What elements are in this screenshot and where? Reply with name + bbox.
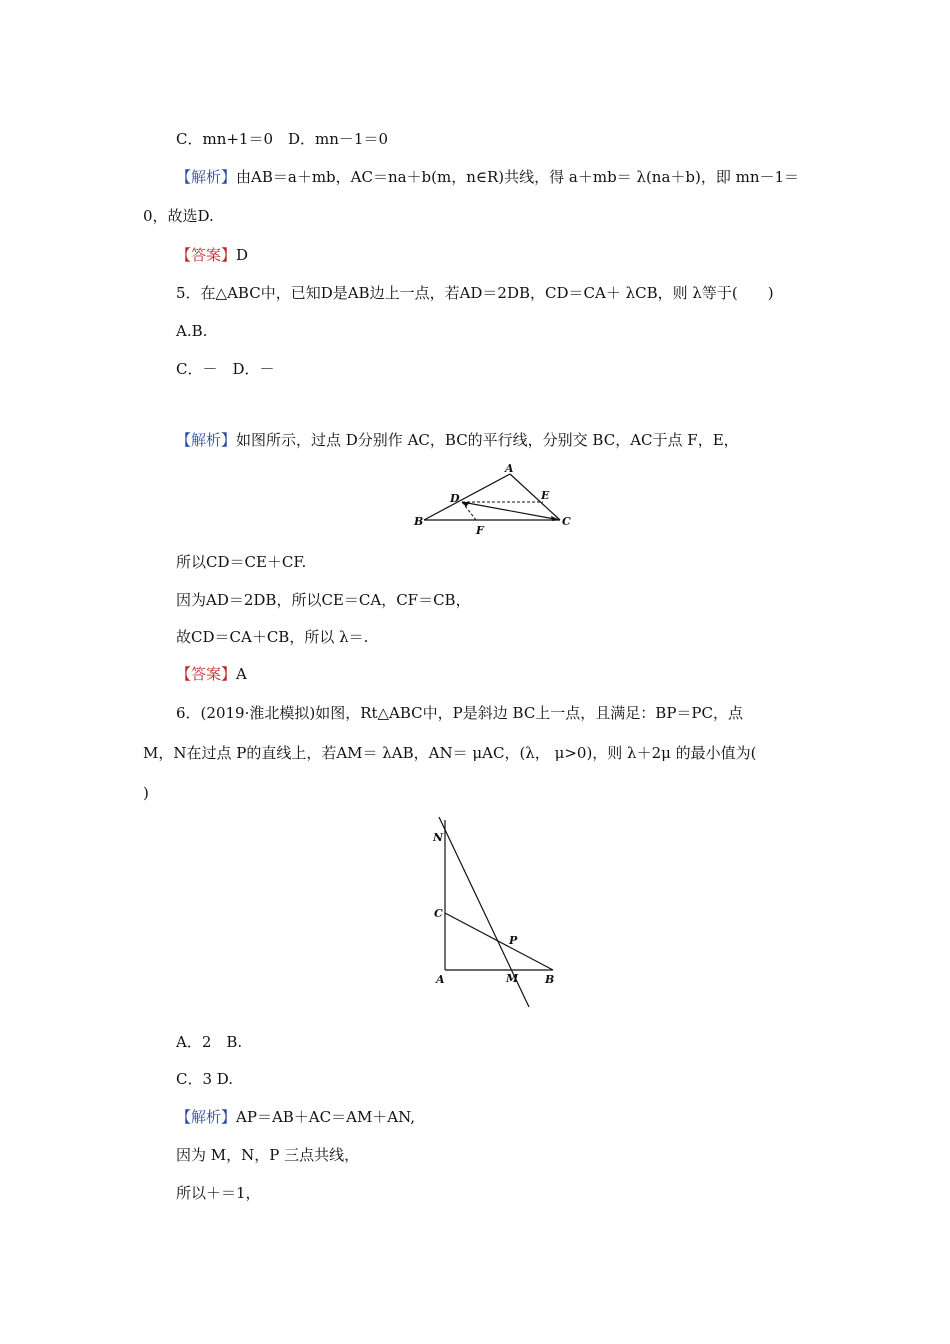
segment-ba <box>424 474 510 520</box>
arrow-head <box>462 502 470 507</box>
q4-analysis <box>176 167 799 187</box>
label-c: C <box>434 907 443 920</box>
q5-options-ab: A.B. <box>176 322 208 340</box>
answer-value: D <box>236 246 249 264</box>
answer-tag: 【答案】 <box>176 246 237 264</box>
label-c: C <box>562 515 571 528</box>
q5-answer <box>176 664 247 684</box>
analysis-text: AP＝AB＋AC＝AM＋AN, <box>236 1108 416 1126</box>
label-n: N <box>433 831 444 844</box>
q6-analysis <box>176 1107 415 1127</box>
label-e: E <box>541 489 550 502</box>
q6-step1: 因为 M，N，P 三点共线， <box>176 1146 360 1164</box>
analysis-text: 如图所示，过点 D分别作 AC，BC的平行线，分别交 BC，AC于点 F，E， <box>236 431 739 449</box>
q6-stem-line1: 6．(2019·淮北模拟)如图，Rt△ABC中，P是斜边 BC上一点，且满足：BP＝PC，点 <box>176 704 743 722</box>
q6-options-cd: C．3 D. <box>176 1070 234 1088</box>
answer-value: A <box>236 665 247 683</box>
label-d: D <box>450 492 460 505</box>
answer-tag: 【答案】 <box>176 665 237 683</box>
q4-answer <box>176 245 248 265</box>
q6-right-triangle-figure <box>425 815 565 1015</box>
q5-stem: 5．在△ABC中，已知D是AB边上一点，若AD＝2DB，CD＝CA＋ λCB，则 λ等于( ) <box>176 284 774 302</box>
label-a: A <box>505 462 514 475</box>
q4-options-cd: C．mn+1＝0 D．mn－1＝0 <box>176 130 389 148</box>
analysis-tag: 【解析】 <box>176 1108 237 1126</box>
q5-step1: 所以CD＝CE＋CF. <box>176 553 307 571</box>
q5-step3: 故CD＝CA＋CB，所以 λ＝. <box>176 628 369 646</box>
q6-step2: 所以＋＝1， <box>176 1184 261 1202</box>
label-b: B <box>545 973 555 986</box>
analysis-tag: 【解析】 <box>176 431 237 449</box>
analysis-tag: 【解析】 <box>176 168 237 186</box>
label-b: B <box>414 515 424 528</box>
label-f: F <box>476 524 484 537</box>
q6-stem-line2: M，N在过点 P的直线上，若AM＝ λAB，AN＝ μAC，(λ， μ>0)，则 λ＋2μ 的最小值为( <box>143 744 757 762</box>
q5-step2: 因为AD＝2DB，所以CE＝CA，CF＝CB， <box>176 591 471 609</box>
q5-options-cd: C．－ D．－ <box>176 360 275 378</box>
segment-cb <box>445 913 553 970</box>
label-p: P <box>509 934 518 947</box>
analysis-text: 由AB＝a＋mb，AC＝na＋b(m，n∈R)共线，得 a＋mb＝ λ(na＋b)，即 mn－1＝ <box>236 168 800 186</box>
q5-triangle-figure <box>410 462 585 540</box>
q6-stem-line3: ) <box>143 784 149 802</box>
q5-analysis <box>176 430 739 450</box>
label-m: M <box>506 972 519 985</box>
q4-analysis-cont: 0，故选D. <box>143 207 214 225</box>
label-a: A <box>436 973 445 986</box>
segment-cd <box>462 502 560 520</box>
segment-ac <box>510 474 560 520</box>
q6-options-ab: A．2 B. <box>176 1033 243 1051</box>
